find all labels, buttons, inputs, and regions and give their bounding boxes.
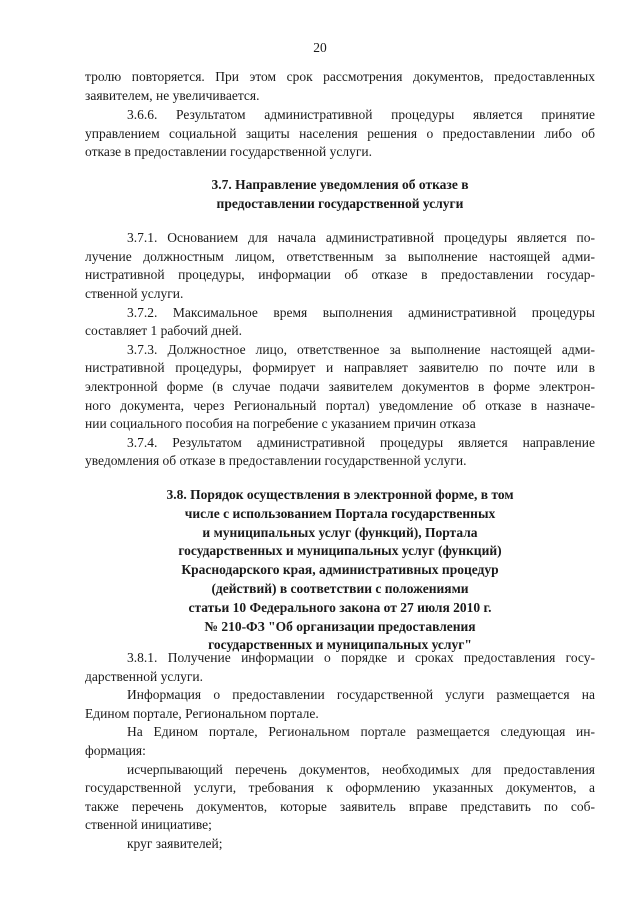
- text-line: заявителем, не увеличивается.: [85, 88, 260, 103]
- heading-line: государственных и муниципальных услуг": [208, 637, 472, 653]
- text-line: государственной услуги, требования к оформлению указанных документов, а: [85, 780, 595, 795]
- text-line: 3.7.4. Результатом административной процедуры является направление: [127, 435, 595, 450]
- text-line: составляет 1 рабочий дней.: [85, 323, 242, 338]
- heading-line: числе с использованием Портала государственных: [184, 505, 496, 521]
- text-line: 3.7.2. Максимальное время выполнения административной процедуры: [127, 305, 595, 320]
- text-line: лучение должностным лицом, ответственным за выполнение настоящей адми-: [85, 249, 595, 264]
- text-line: нистративной процедуры, формирует и направляет заявителю по почте или в: [85, 360, 595, 375]
- section-heading-3-7: [85, 176, 595, 214]
- text-line: 3.7.1. Основанием для начала административной процедуры является по-: [127, 230, 595, 245]
- text-line: Информация о предоставлении государственной услуги размещается на: [127, 687, 595, 702]
- text-line: отказе в предоставлении государственной услуги.: [85, 144, 372, 159]
- text-line: Едином портале, Региональном портале.: [85, 706, 319, 721]
- text-line: На Едином портале, Региональном портале размещается следующая ин-: [127, 724, 595, 739]
- text-line: 3.6.6. Результатом административной процедуры является принятие: [127, 107, 595, 122]
- section-heading-3-8: [85, 486, 595, 655]
- heading-line: статьи 10 Федерального закона от 27 июля 2010 г.: [188, 599, 492, 615]
- heading-line: 3.7. Направление уведомления об отказе в: [211, 177, 469, 192]
- text-line: ного документа, через Региональный портал) уведомление об отказе в назначе-: [85, 398, 595, 413]
- text-line: 3.7.3. Должностное лицо, ответственное за выполнение настоящей адми-: [127, 342, 595, 357]
- text-line: нии социального пособия на погребение с указанием причин отказа: [85, 416, 476, 431]
- heading-line: государственных и муниципальных услуг (функций): [178, 543, 502, 559]
- text-line: также перечень документов, которые заявитель вправе представить по соб-: [85, 799, 595, 814]
- text-line: тролю повторяется. При этом срок рассмотрения документов, предоставленных: [85, 69, 595, 84]
- text-line: ственной услуги.: [85, 286, 184, 301]
- heading-line: 3.8. Порядок осуществления в электронной форме, в том: [166, 487, 514, 502]
- heading-line: предоставлении государственной услуги: [216, 195, 464, 211]
- text-line: дарственной услуги.: [85, 669, 203, 684]
- heading-line: № 210-ФЗ "Об организации предоставления: [204, 618, 476, 634]
- text-line: круг заявителей;: [127, 836, 223, 851]
- text-line: нистративной процедуры, информации об отказе в предоставлении государ-: [85, 267, 595, 282]
- text-line: 3.8.1. Получение информации о порядке и сроках предоставления госу-: [127, 650, 595, 665]
- text-line: формация:: [85, 743, 146, 758]
- text-line: уведомления об отказе в предоставлении государственной услуги.: [85, 453, 467, 468]
- text-line: исчерпывающий перечень документов, необходимых для предоставления: [127, 762, 595, 777]
- text-line: ственной инициативе;: [85, 817, 212, 832]
- heading-line: Краснодарского края, административных процедур: [181, 562, 499, 578]
- text-line: управлением социальной защиты населения решения о предоставлении либо об: [85, 126, 595, 141]
- heading-line: и муниципальных услуг (функций), Портала: [202, 524, 478, 540]
- heading-line: (действий) в соответствии с положениями: [211, 580, 469, 596]
- text-line: электронной форме (в случае подачи заявителем документов в форме электрон-: [85, 379, 595, 394]
- page-number: 20: [313, 40, 327, 55]
